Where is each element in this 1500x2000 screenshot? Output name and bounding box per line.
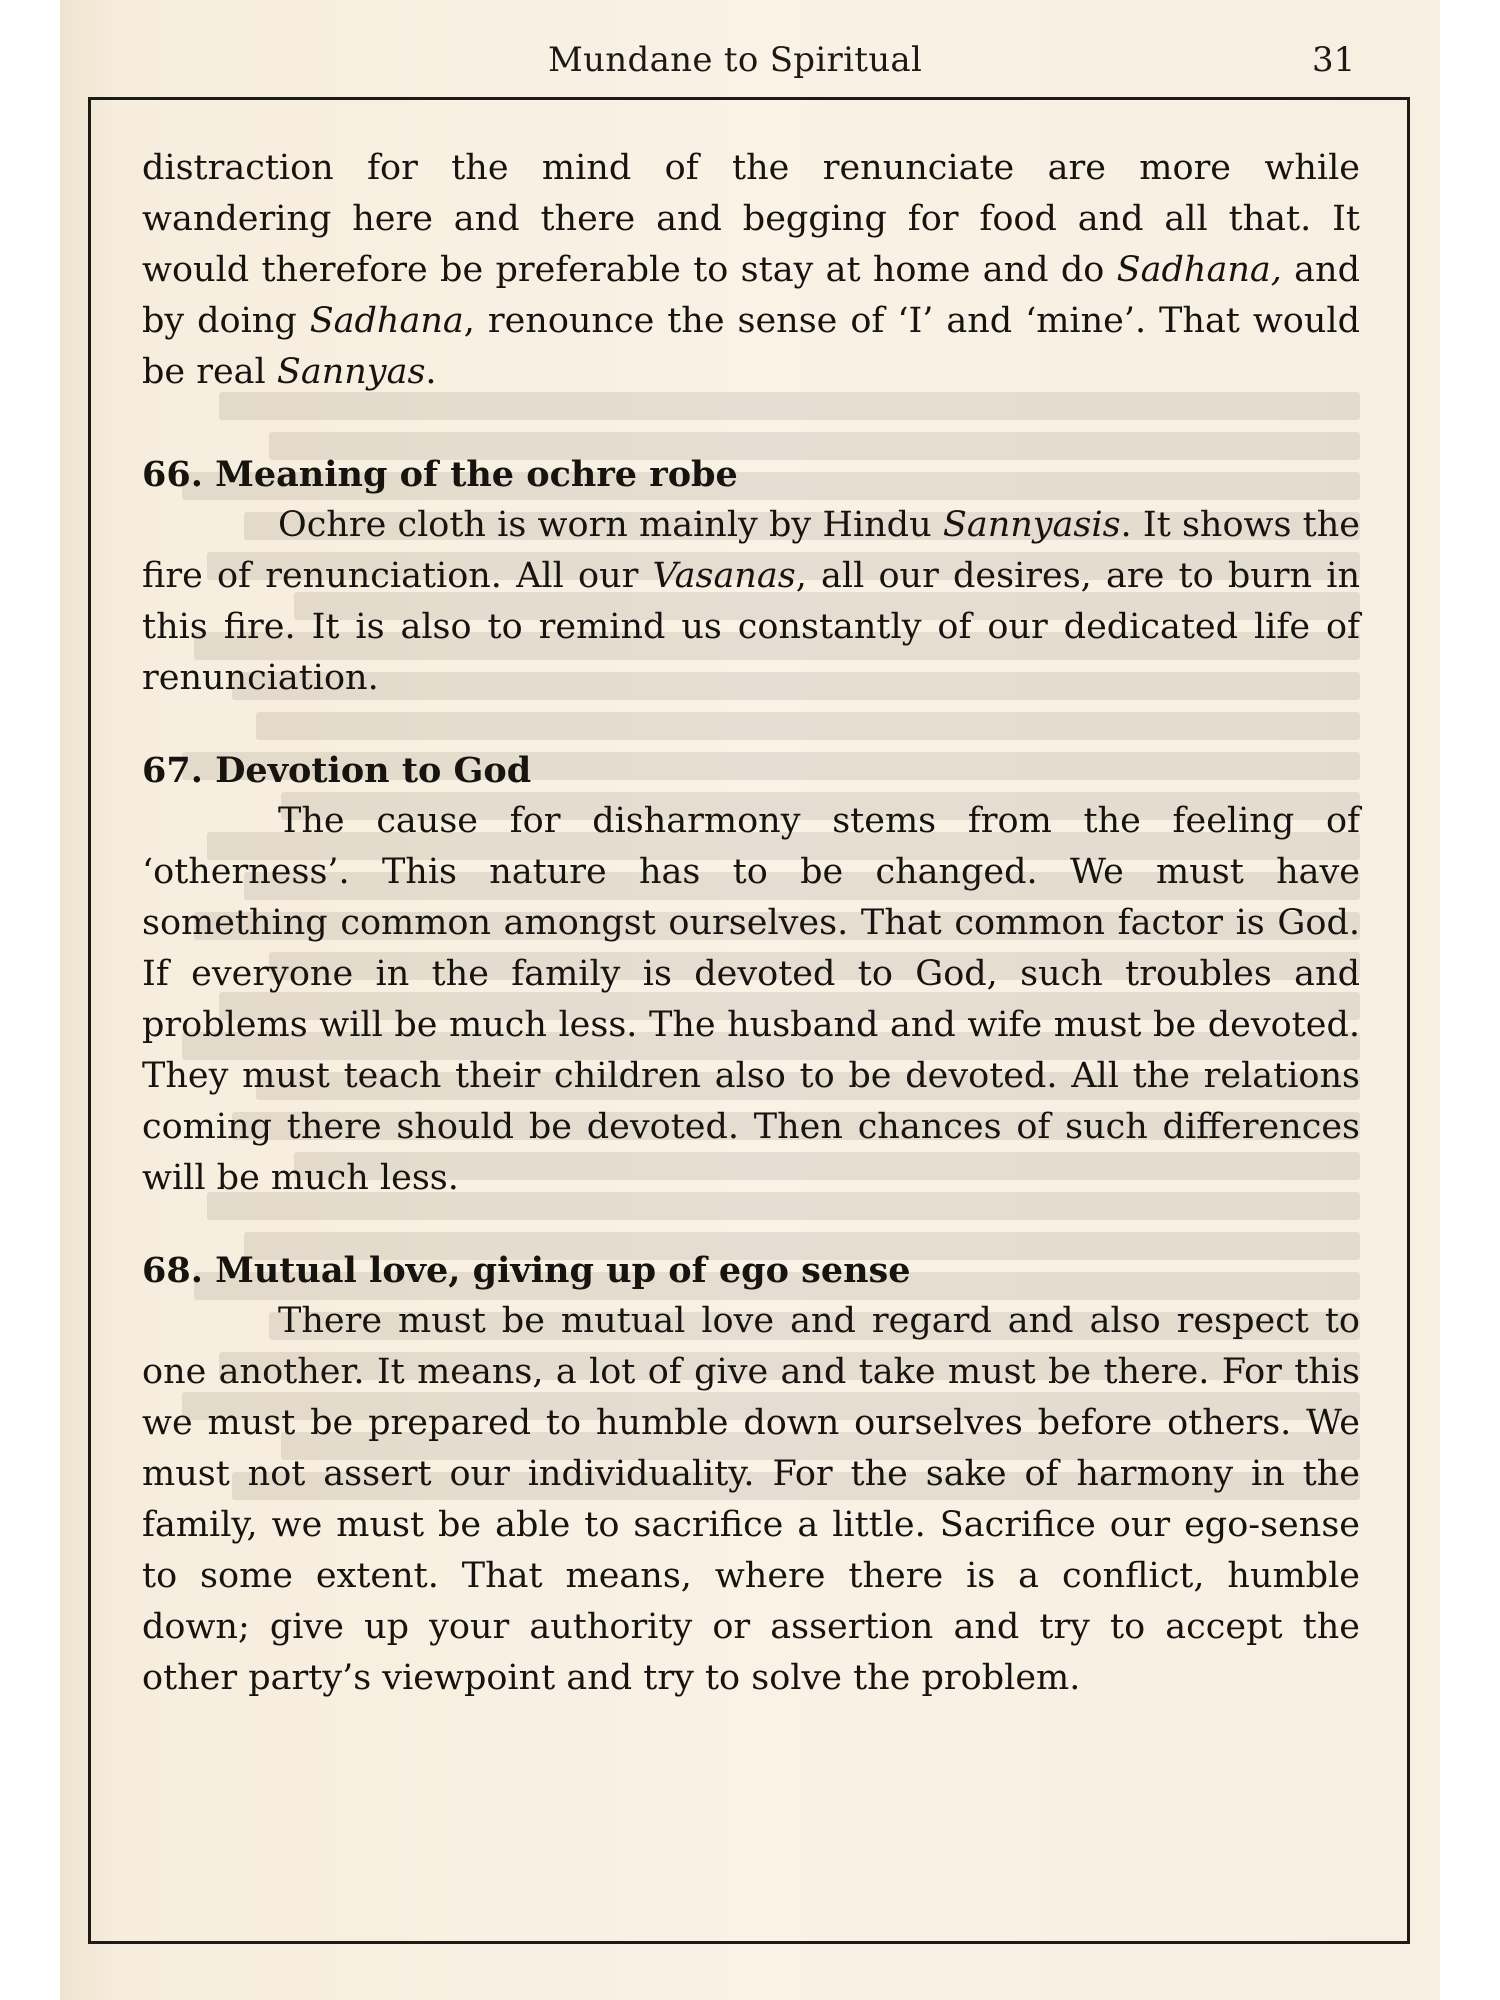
text-run: , renounce the sense of ‘I’ and ‘mine’. That would be real [142, 301, 1360, 392]
text-run: and by doing [142, 250, 1360, 341]
italic-term: Sadhana, [1116, 250, 1282, 290]
continuation-paragraph [142, 143, 1360, 398]
italic-term: Sannyas [276, 352, 426, 392]
page-body [142, 143, 1360, 1704]
text-run: . [425, 352, 437, 392]
section-body-66 [142, 500, 1360, 704]
section-heading-68: 68. Mutual love, giving up of ego sense [142, 1250, 911, 1291]
italic-term: Sannyasis [942, 505, 1121, 545]
page-header [0, 28, 1500, 98]
text-run: distraction for the mind of the renunciate are more while wandering here and there and begging for food and all that. It would therefore be preferable to stay at home and do [142, 148, 1360, 290]
page-number: 31 [1312, 40, 1356, 80]
text-run: Ochre cloth is worn mainly by Hindu [278, 505, 943, 545]
section-body-68: There must be mutual love and regard and also respect to one another. It means, a lot of give and take must be there. For this we must be prepared to humble down ourselves before others. We must not assert our individuality. For the sake of harmony in the family, we must be able to sacrifice a little. Sacrifice our ego-sense to some extent. That means, where there is a conflict, humble down; give up your authority or assertion and try to accept the other party’s viewpoint and try to solve the problem. [142, 1301, 1360, 1698]
italic-term: Sadhana [309, 301, 464, 341]
italic-term: Vasanas [652, 556, 796, 596]
text-run: , all our desires, are to burn in this fire. It is also to remind us constantly of our dedicated life of renunciation. [142, 556, 1360, 698]
text-run: . It shows the fire of renunciation. All our [142, 505, 1360, 596]
section-heading-67: 67. Devotion to God [142, 750, 532, 791]
running-head: Mundane to Spiritual [548, 40, 923, 80]
section-heading-66: 66. Meaning of the ochre robe [142, 454, 738, 495]
section-body-67: The cause for disharmony stems from the feeling of ‘otherness’. This nature has to be changed. We must have something common amongst ourselves. That common factor is God. If everyone in the family is devoted to God, such troubles and problems will be much less. The husband and wife must be devoted. They must teach their children also to be devoted. All the relations coming there should be devoted. Then chances of such differences will be much less. [142, 801, 1360, 1198]
